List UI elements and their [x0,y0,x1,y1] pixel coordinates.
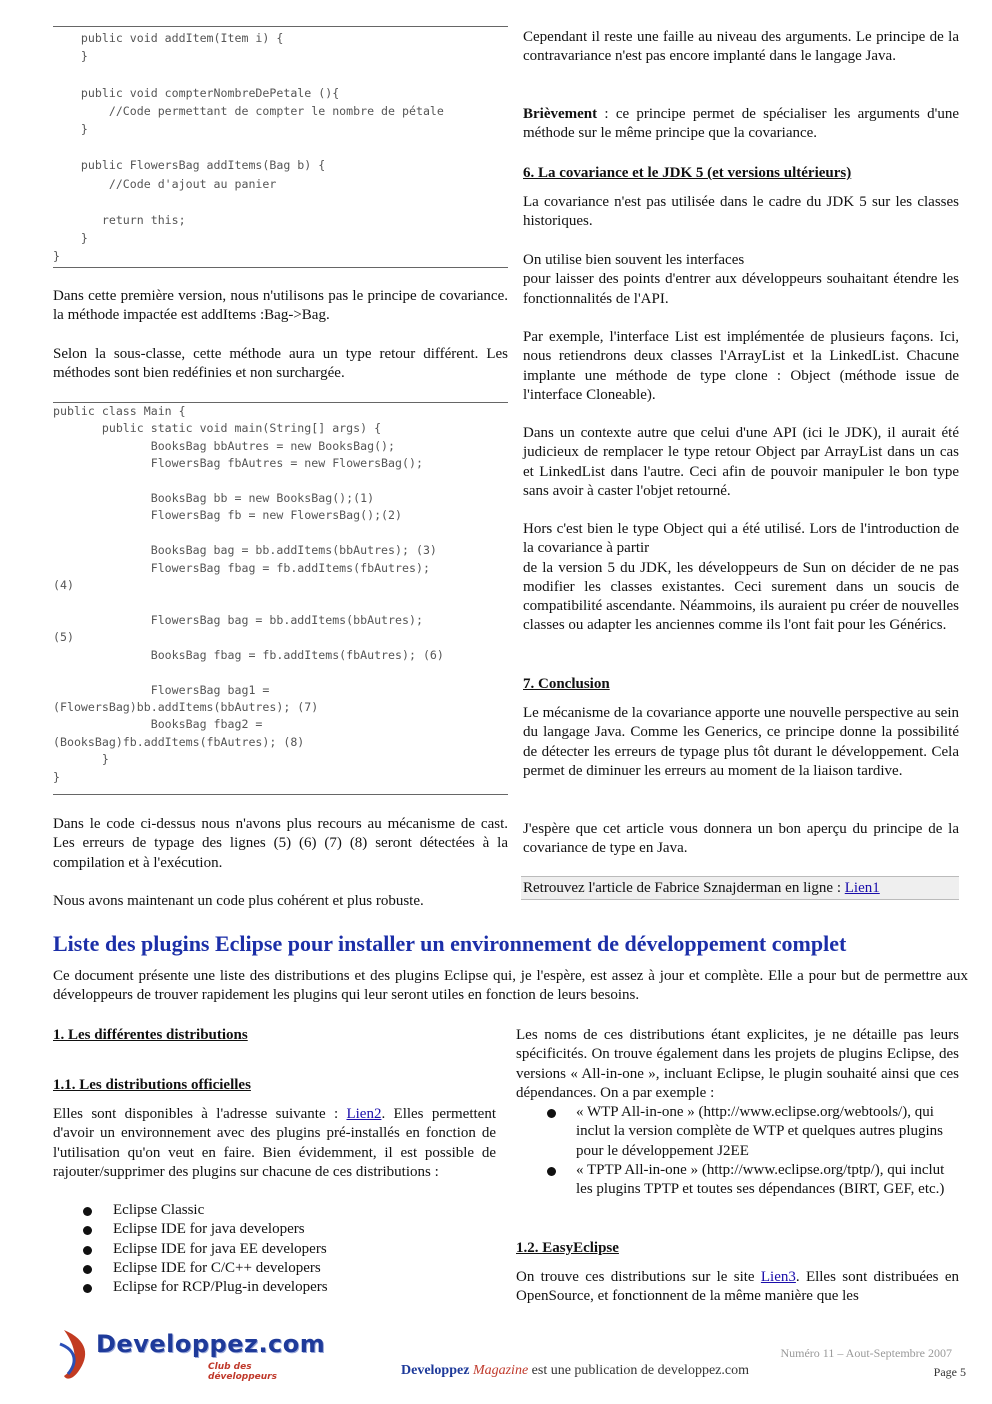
left-paragraph-3: Dans le code ci-dessus nous n'avons plus recours au mécanisme de cast. Les erreurs de typage des lignes (5) (6) (7) (8) seront détectées à la compilation et à l'exécution. [53,816,508,871]
code-line: public static void main(String[] args) { [53,421,382,436]
para-6e-rest: de la version 5 du JDK, les développeurs de Sun on décider de ne pas modifier les classes existantes. Ceci surement dans un soucis de compatibilité ascendante. Néammoins, ils auraient pu créer de nouvelles classes ou adapter les anciennes comme ils l'ont fait pour les Générics. [523,559,959,634]
right-paragraph-6c: Par exemple, l'interface List est implémentée de plusieurs façons. Ici, nous retiendrons deux classes l'ArrayList et la LinkedList. Chacune implante une méthode de type clone : Object (méthode issue de l'interface Cloneable). [523,329,959,403]
distributions-list [53,1201,496,1297]
code-line: BooksBag bag = bb.addItems(bbAutres); (3) [53,543,437,558]
code-line: (5) [53,630,74,645]
issue-number: Numéro 11 – Aout-Septembre 2007 [780,1346,952,1360]
p12-text-after: . Elles sont distribuées en OpenSource, et fonctionnent de la même manière que les [516,1269,959,1305]
paragraph-1-2 [516,1268,959,1307]
p11-text-after: . Elles permettent d'avoir un environnement avec des plugins pré-installés en fonction de l'utilisation qu'on veut en faire. Bien évidemment, il est possible de rajouter/supprimer des plugins sur chacune de ces distributions : [53,1106,496,1180]
code-text [53,27,508,266]
article-title: Liste des plugins Eclipse pour installer un environnement de développement complet [53,931,847,956]
list-item [53,1278,496,1297]
publication-line [401,1363,749,1379]
code-line: public void addItem(Item i) { [53,31,284,45]
heading-section-6: 6. La covariance et le JDK 5 (et versions ultérieurs) [523,165,852,181]
p12-text-before: On trouve ces distributions sur le site [516,1269,761,1285]
paragraph-1-1 [53,1105,496,1182]
bullet-icon [83,1284,92,1293]
code-line: BooksBag fbag = fb.addItems(fbAutres); (6) [53,647,444,662]
bullet-icon [83,1207,92,1216]
list-item [53,1220,496,1239]
link-lien2[interactable]: Lien2 [346,1106,382,1122]
bullet-icon [547,1167,556,1176]
link-lien3[interactable]: Lien3 [760,1269,796,1285]
code-block-flowersbag [53,26,508,268]
code-line: } [53,231,88,246]
code-line: } [53,752,109,767]
list-item [53,1240,496,1259]
pub-rest: est une publication de developpez.com [528,1363,749,1378]
code-line: FlowersBag fbag = fb.addItems(fbAutres); [53,560,430,575]
code-line: BooksBag fbag2 = [53,717,263,732]
heading-1-2: 1.2. EasyEclipse [516,1240,619,1256]
code-block-main [53,402,508,795]
list-item-text: « WTP All-in-one » (http://www.eclipse.org/webtools/), qui inclut la version complète de WTP et quelques autres plugins pour le développement J2EE [576,1104,943,1159]
code-line: FlowersBag bag = bb.addItems(bbAutres); [53,612,423,627]
list-item-text: Eclipse IDE for java EE developers [113,1240,327,1257]
code-line: //Code permettant de compter le nombre de pétale [53,103,444,118]
bullet-icon [83,1265,92,1274]
page-number: Page 5 [933,1365,966,1379]
right-paragraph-6d: Dans un contexte autre que celui d'une API (ici le JDK), il aurait été judicieux de remplacer le type retour Object par ArrayList dans un cas et LinkedList dans l'autre. Ceci afin de pouvoir manipuler le bon type sans avoir à caster l'objet retourné. [523,425,959,499]
list-item [53,1259,496,1278]
code-line: FlowersBag fbAutres = new FlowersBag(); [53,456,423,471]
online-article-text: Retrouvez l'article de Fabrice Sznajderman en ligne : [523,880,845,896]
logo-tagline: Club des développeurs [208,1362,277,1382]
code-line: FlowersBag fb = new FlowersBag();(2) [53,508,403,523]
left-paragraph-1: Dans cette première version, nous n'utilisons pas le principe de covariance. la méthode impactée est addItems :Bag->Bag. [53,288,508,324]
right-paragraph-7a: Le mécanisme de la covariance apporte une nouvelle perspective au sein du langage Java. Comme les Generics, ce principe donne la possibilité de détecter les erreurs de typage plus tôt durant le développement. Cela permet de diminuer les erreurs au moment de la liaison tardive. [523,705,959,779]
examples-list [516,1103,959,1199]
right-paragraph-7b: J'espère que cet article vous donnera un bon aperçu du principe de la covariance de type en Java. [523,821,959,857]
p11-text-before: Elles sont disponibles à l'adresse suivante : [53,1106,347,1122]
bullet-icon [83,1246,92,1255]
right-paragraph-6e [523,520,959,636]
list-item-text: Eclipse IDE for C/C++ developers [113,1259,321,1276]
developpez-logo[interactable] [58,1326,326,1386]
list-item-text: Eclipse for RCP/Plug-in developers [113,1279,328,1296]
code-line: } [53,122,88,137]
list-item-text: Eclipse IDE for java developers [113,1221,305,1238]
right-paragraph-distributions: Les noms de ces distributions étant explicites, je ne détaille pas leurs spécificités. On trouve également dans les projets de plugins Eclipse, des versions « All-in-one », incluant Eclipse, le plugin souhaité ainsi que ces dépendances. On a par exemple : [516,1027,959,1101]
code-line: } [53,769,60,784]
article-intro: Ce document présente une liste des distributions et des plugins Eclipse qui, je l'espère, est assez à jour et complète. Elle a pour but de permettre aux développeurs de trouver rapidement les plugins qui leur seront utiles en fonction de leurs besoins. [53,968,968,1004]
logo-swoosh-icon [58,1326,94,1382]
list-item-text: Eclipse Classic [113,1202,205,1218]
list-item [53,1201,496,1220]
code-line: } [53,49,88,64]
code-line: BooksBag bb = new BooksBag();(1) [53,491,375,506]
pub-magazine: Magazine [472,1363,529,1378]
right-paragraph-6b [523,251,959,309]
code-line: (4) [53,578,74,593]
code-line: (FlowersBag)bb.addItems(bbAutres); (7) [53,699,319,714]
heading-section-7: 7. Conclusion [523,676,610,692]
code-line: public void compterNombreDePetale (){ [53,85,340,100]
heading-1: 1. Les différentes distributions [53,1027,248,1043]
list-item [516,1103,959,1161]
right-paragraph-1: Cependant il reste une faille au niveau des arguments. Le principe de la contravariance n'est pas encore implanté dans le langage Java. [523,29,959,65]
right-paragraph-6a: La covariance n'est pas utilisée dans le cadre du JDK 5 sur les classes historiques. [523,194,959,230]
code-line: } [53,249,60,264]
code-line: (BooksBag)fb.addItems(fbAutres); (8) [53,734,305,749]
list-item [516,1161,959,1200]
brief-bold: Brièvement [523,106,598,122]
code-line: //Code d'ajout au panier [53,176,277,191]
list-item-text: « TPTP All-in-one » (http://www.eclipse.org/tptp/), qui inclut les plugins TPTP et toutes ses dépendances (BIRT, GEF, etc.) [576,1161,945,1198]
pub-brand: Developpez [401,1363,470,1378]
link-lien1[interactable]: Lien1 [844,880,880,896]
code-line: return this; [53,213,186,228]
para-6b-line1: On utilise bien souvent les interfaces [523,252,745,268]
code-line: public FlowersBag addItems(Bag b) { [53,158,326,173]
code-line: BooksBag bbAutres = new BooksBag(); [53,438,396,453]
right-paragraph-brief [523,105,959,144]
bullet-icon [547,1109,556,1118]
online-article-box [521,876,959,900]
para-6b-rest: pour laisser des points d'entrer aux développeurs souhaitant étendre les fonctionnalités de l'API. [523,271,959,307]
bullet-icon [83,1226,92,1235]
code-text [53,403,508,786]
heading-1-1: 1.1. Les distributions officielles [53,1077,251,1093]
code-line: FlowersBag bag1 = [53,682,270,697]
code-line: public class Main { [53,404,186,418]
para-6e-line1: Hors c'est bien le type Object qui a été utilisé. Lors de l'introduction de la covariance à partir [523,521,959,557]
left-paragraph-4: Nous avons maintenant un code plus cohérent et plus robuste. [53,893,424,909]
brief-text: : ce principe permet de spécialiser les arguments d'une méthode sur le même principe que la covariance. [523,106,959,142]
left-paragraph-2: Selon la sous-classe, cette méthode aura un type retour différent. Les méthodes sont bien redéfinies et non surchargée. [53,346,508,382]
logo-wordmark: Developpez.com [96,1330,326,1358]
